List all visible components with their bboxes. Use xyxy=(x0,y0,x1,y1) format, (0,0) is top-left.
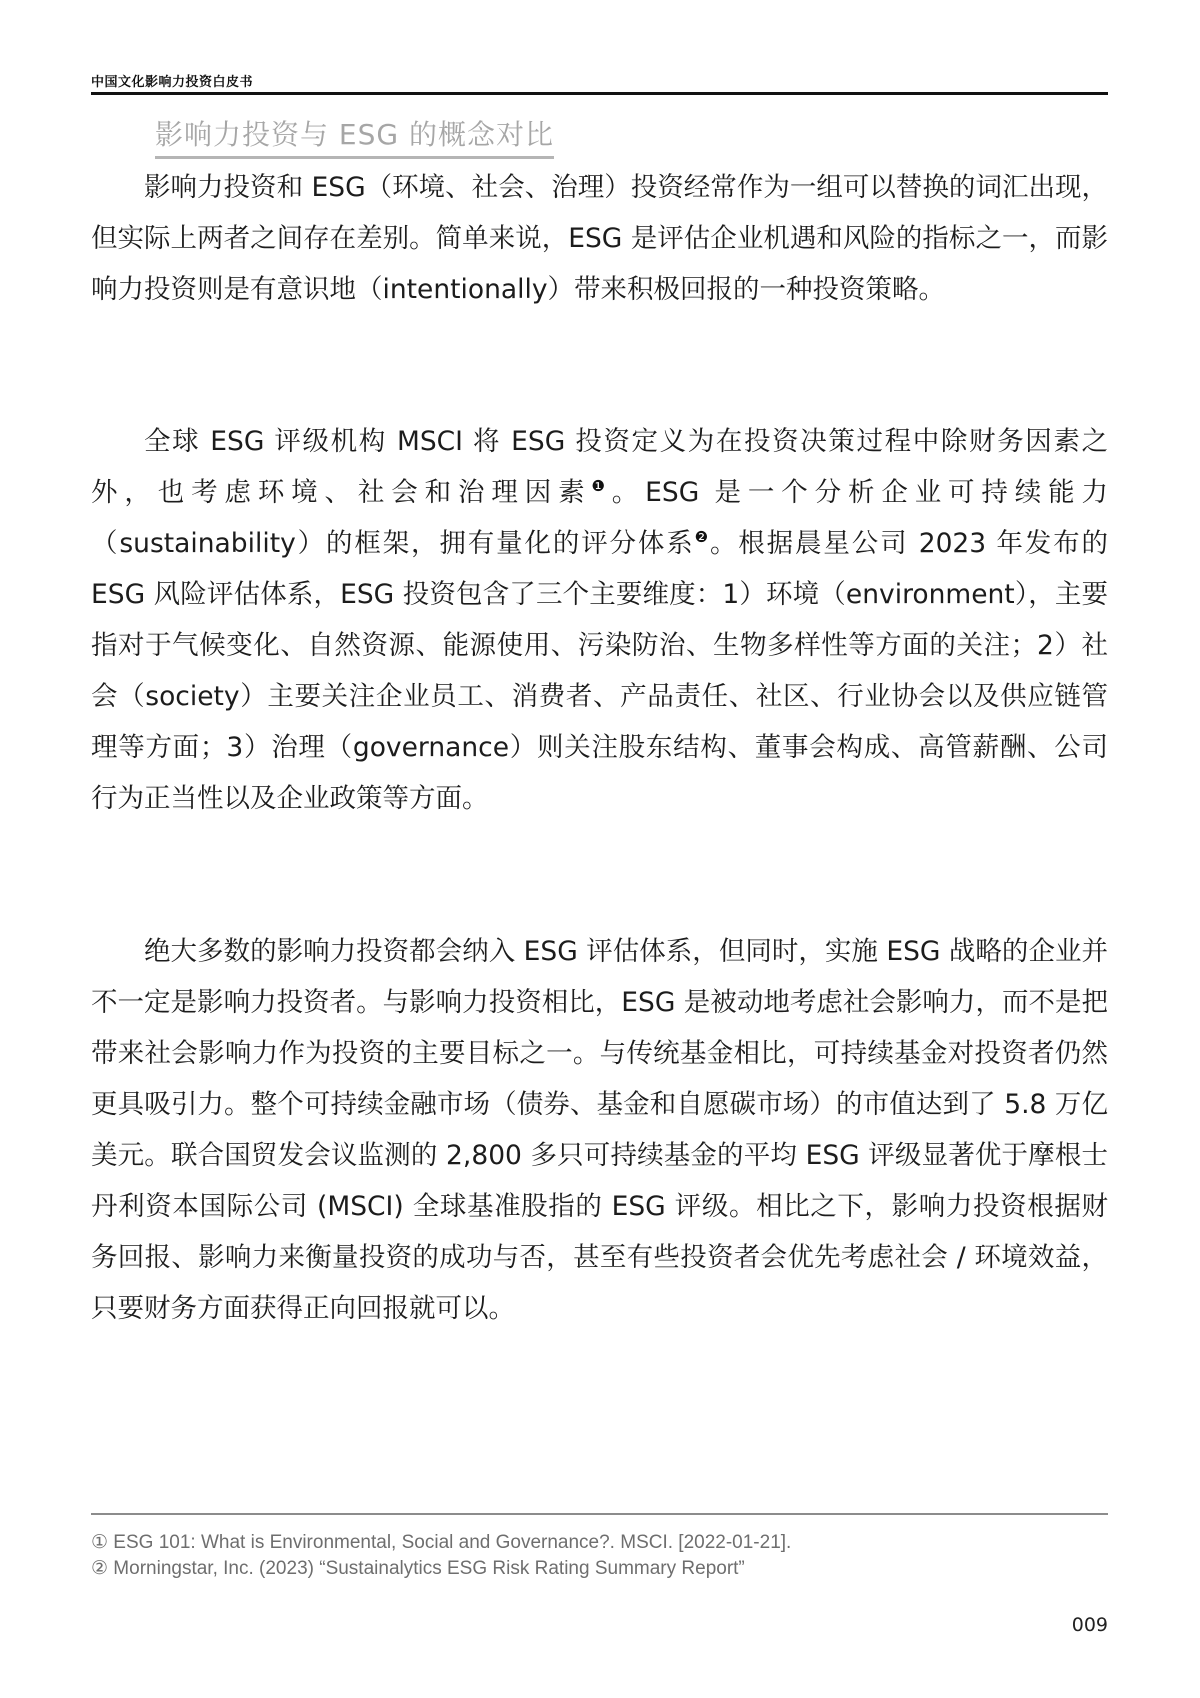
header-rule xyxy=(91,92,1108,95)
paragraph-2-part-1: 全球 ESG 评级机构 MSCI 将 ESG 投资定义为在投资决策过程中除财务因素之外，也考虑环境、社会和治理因素 xyxy=(91,426,1108,508)
running-header: 中国文化影响力投资白皮书 xyxy=(91,75,254,90)
paragraph-2-part-2: 。ESG 是一个分析企业可持续能力（sustainability）的框架，拥有量化的评分体系 xyxy=(91,477,1109,559)
document-page xyxy=(91,0,1108,1698)
paragraph-2-part-3: 。根据晨星公司 2023 年发布的 ESG 风险评估体系，ESG 投资包含了三个主要维度：1）环境（environment），主要指对于气候变化、自然资源、能源使用、污染防治、生物多样性等方面的关注；2）社会（society）主要关注企业员工、消费者、产品责任、社区、行业协会以及供应链管理等方面；3）治理（governance）则关注股东结构、董事会构成、高管薪酬、公司行为正当性以及企业政策等方面。 xyxy=(91,528,1108,814)
footnote-marker-2[interactable]: ❷ xyxy=(694,528,710,546)
paragraph-3: 绝大多数的影响力投资都会纳入 ESG 评估体系，但同时，实施 ESG 战略的企业并不一定是影响力投资者。与影响力投资相比，ESG 是被动地考虑社会影响力，而不是把带来社会影响力作为投资的主要目标之一。与传统基金相比，可持续基金对投资者仍然更具吸引力。整个可持续金融市场（债券、基金和自愿碳市场）的市值达到了 5.8 万亿美元。联合国贸发会议监测的 2,800 多只可持续基金的平均 ESG 评级显著优于摩根士丹利资本国际公司 (MSCI) 全球基准股指的 ESG 评级。相比之下，影响力投资根据财务回报、影响力来衡量投资的成功与否，甚至有些投资者会优先考虑社会 / 环境效益，只要财务方面获得正向回报就可以。 xyxy=(91,936,1108,1324)
footnote-2: ② Morningstar, Inc. (2023) “Sustainalytics ESG Risk Rating Summary Report” xyxy=(91,1558,745,1579)
page-number: 009 xyxy=(1071,1614,1108,1636)
footnote-1: ① ESG 101: What is Environmental, Social and Governance?. MSCI. [2022-01-21]. xyxy=(91,1532,792,1553)
footnote-marker-1[interactable]: ❶ xyxy=(591,477,612,495)
paragraph-1: 影响力投资和 ESG（环境、社会、治理）投资经常作为一组可以替换的词汇出现，但实际上两者之间存在差别。简单来说，ESG 是评估企业机遇和风险的指标之一，而影响力投资则是有意识地（intentionally）带来积极回报的一种投资策略。 xyxy=(91,172,1108,305)
footnotes xyxy=(91,1530,791,1582)
paragraph-2 xyxy=(91,416,1108,824)
section-title: 影响力投资与 ESG 的概念对比 xyxy=(155,117,554,159)
footnote-rule xyxy=(91,1513,1108,1515)
